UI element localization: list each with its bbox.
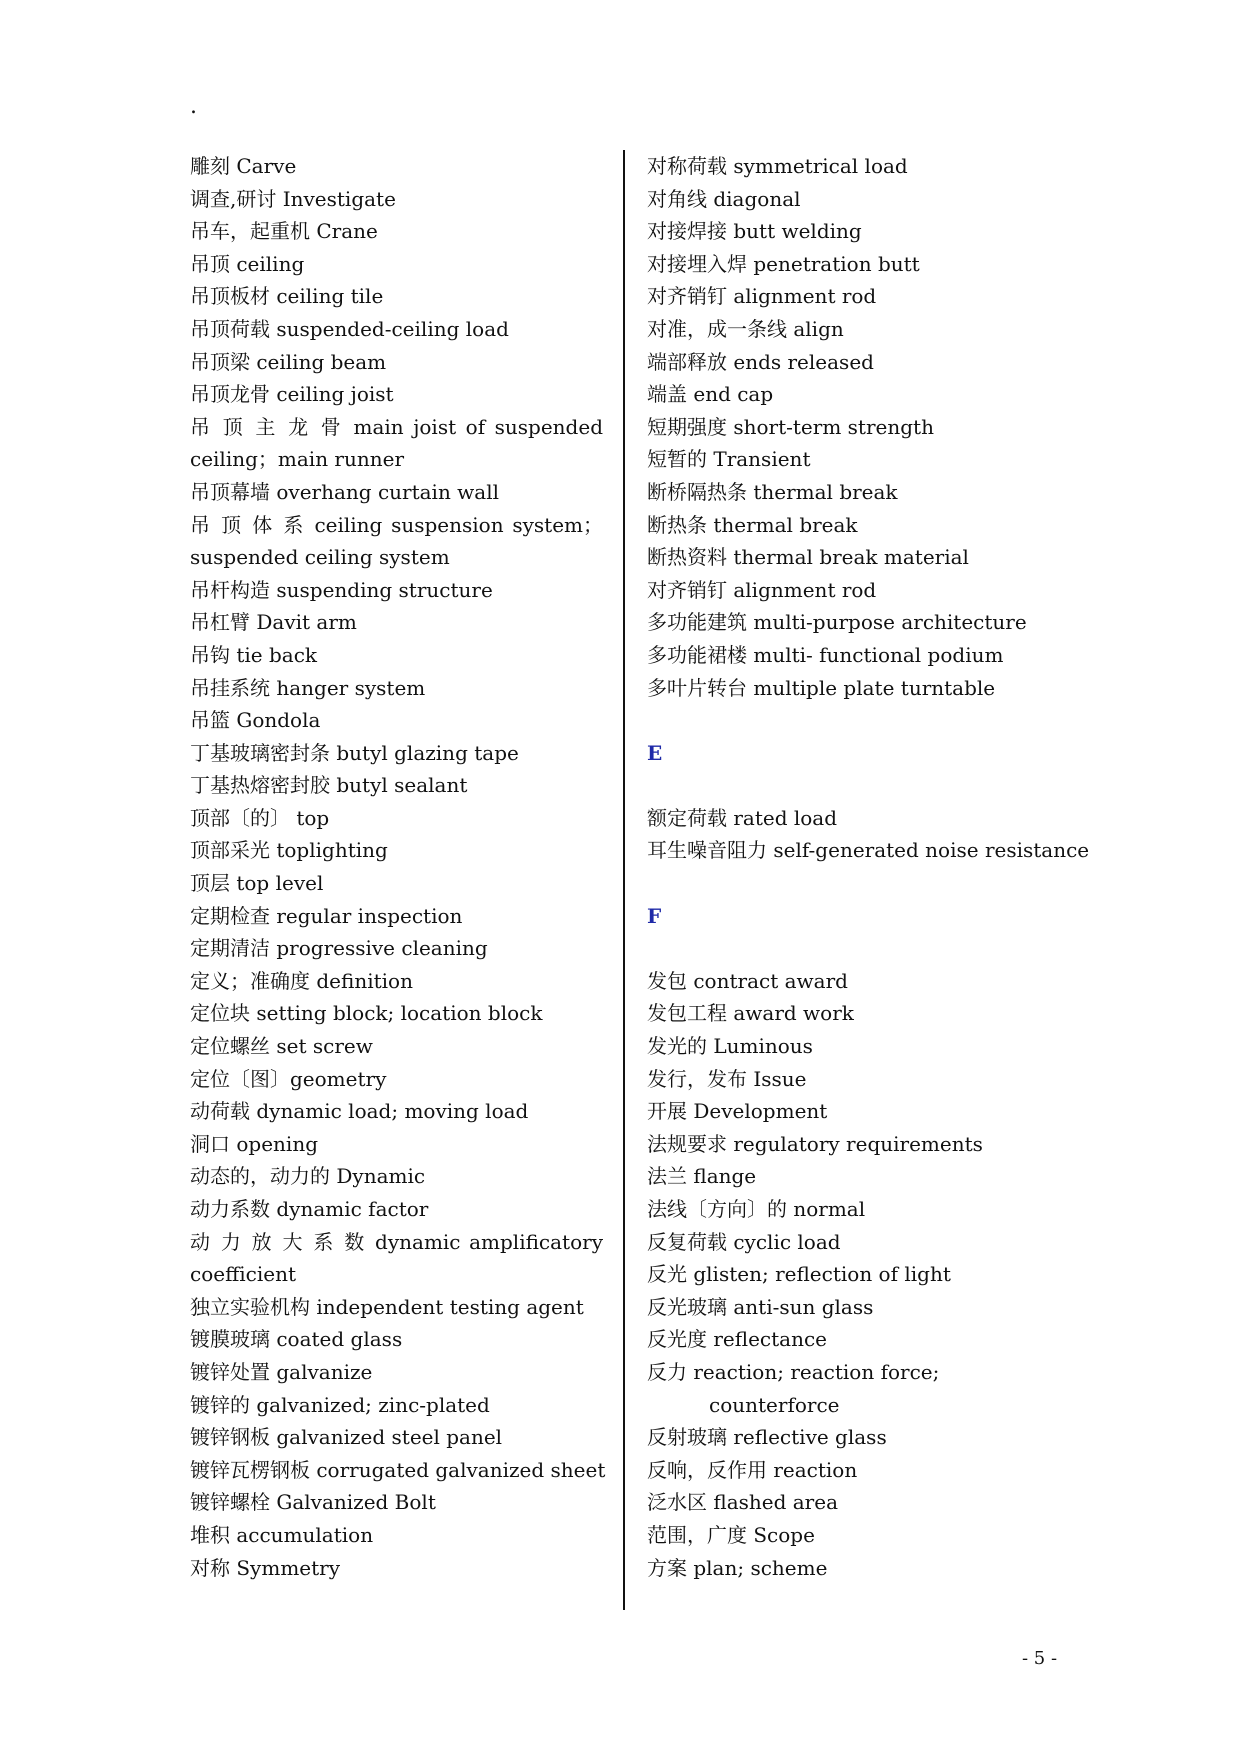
glossary-entry: 反响，反作用 reaction: [647, 1457, 858, 1482]
spacer: [647, 704, 1067, 737]
glossary-entry: 堆积 accumulation: [190, 1522, 374, 1547]
glossary-entry: 对称荷载 symmetrical load: [647, 154, 908, 178]
glossary-entry: 发行，发布 Issue: [647, 1066, 807, 1091]
glossary-entry: 断热条 thermal break: [647, 512, 858, 537]
glossary-entry: 雕刻 Carve: [190, 154, 297, 178]
glossary-entry: 反光玻璃 anti-sun glass: [647, 1294, 874, 1319]
glossary-entry: 动 力 放 大 系 数 dynamic amplificatory coefficient: [190, 1229, 603, 1287]
glossary-entry: 动态的，动力的 Dynamic: [190, 1164, 426, 1189]
glossary-entry: 范围，广度 Scope: [647, 1522, 815, 1547]
glossary-entry: 吊杠臂 Davit arm: [190, 610, 357, 635]
glossary-entry: 独立实验机构 independent testing agent: [190, 1294, 584, 1319]
glossary-entry: 定义；准确度 definition: [190, 968, 413, 993]
glossary-entry: 吊顶板材 ceiling tile: [190, 284, 384, 309]
glossary-entry: 反光度 reflectance: [647, 1327, 828, 1352]
glossary-entry: 对齐销钉 alignment rod: [647, 577, 877, 602]
glossary-entry: 吊顶龙骨 ceiling joist: [190, 382, 394, 407]
glossary-entry: 多功能建筑 multi-purpose architecture: [647, 610, 1027, 635]
glossary-entry: 短期强度 short-term strength: [647, 414, 934, 439]
glossary-entry: 洞口 opening: [190, 1131, 318, 1156]
glossary-entry: 吊顶梁 ceiling beam: [190, 349, 387, 374]
glossary-entry: 吊顶 ceiling: [190, 251, 305, 276]
page-number: - 5 -: [1022, 1648, 1058, 1669]
glossary-entry: 短暂的 Transient: [647, 447, 811, 472]
glossary-entry: 镀锌钢板 galvanized steel panel: [190, 1425, 503, 1450]
page-marker: .: [190, 94, 197, 119]
glossary-entry: 方案 plan; scheme: [647, 1555, 828, 1580]
glossary-entry: 反射玻璃 reflective glass: [647, 1425, 887, 1450]
glossary-entry: 发包工程 award work: [647, 1001, 854, 1026]
glossary-entry: 动荷载 dynamic load; moving load: [190, 1099, 529, 1124]
spacer: [647, 769, 1067, 802]
glossary-entry: 对角线 diagonal: [647, 186, 801, 211]
glossary-entry: 断热资料 thermal break material: [647, 545, 969, 570]
glossary-entry: 发包 contract award: [647, 968, 848, 993]
glossary-entry: 镀锌的 galvanized; zinc-plated: [190, 1392, 490, 1417]
glossary-entry: 多叶片转台 multiple plate turntable: [647, 675, 996, 700]
glossary-entry: 端盖 end cap: [647, 382, 774, 407]
glossary-entry: 端部释放 ends released: [647, 349, 874, 374]
glossary-entry: 镀锌处置 galvanize: [190, 1359, 373, 1384]
glossary-entry: 顶层 top level: [190, 871, 324, 896]
glossary-entry: 反力 reaction; reaction force;: [647, 1359, 940, 1384]
glossary-entry: 反复荷载 cyclic load: [647, 1229, 841, 1254]
glossary-entry: 断桥隔热条 thermal break: [647, 479, 898, 504]
glossary-entry: 吊挂系统 hanger system: [190, 675, 426, 700]
glossary-entry: 吊杆构造 suspending structure: [190, 577, 493, 602]
glossary-entry: 额定荷载 rated load: [647, 805, 838, 830]
glossary-entry: 泛水区 flashed area: [647, 1490, 839, 1515]
glossary-entry: 定期检查 regular inspection: [190, 903, 463, 928]
glossary-entry: 对齐销钉 alignment rod: [647, 284, 877, 309]
glossary-entry: 动力系数 dynamic factor: [190, 1197, 429, 1221]
glossary-entry: 发光的 Luminous: [647, 1034, 813, 1059]
glossary-entry: 法兰 flange: [647, 1164, 757, 1189]
glossary-entry: 顶部〔的〕 top: [190, 805, 330, 830]
glossary-entry: 定位块 setting block; location block: [190, 1001, 543, 1026]
glossary-entry: 调查,研讨 Investigate: [190, 186, 396, 211]
glossary-entry: 开展 Development: [647, 1099, 828, 1124]
glossary-entry: 多功能裙楼 multi- functional podium: [647, 642, 1004, 667]
glossary-entry: 定位〔图〕geometry: [190, 1066, 387, 1091]
glossary-entry: 顶部采光 toplighting: [190, 838, 388, 863]
spacer: [647, 867, 1067, 900]
glossary-entry: 镀锌瓦楞钢板 corrugated galvanized sheet: [190, 1457, 606, 1482]
glossary-entry: 法线〔方向〕的 normal: [647, 1197, 866, 1221]
glossary-entry: 对接埋入焊 penetration butt: [647, 251, 920, 276]
glossary-entry: 吊 顶 主 龙 骨 main joist of suspended ceiling；main runner: [190, 414, 603, 472]
glossary-entry: 吊车，起重机 Crane: [190, 219, 378, 244]
spacer: [647, 932, 1067, 965]
glossary-entry: 对称 Symmetry: [190, 1555, 341, 1580]
left-glossary-column: [190, 150, 606, 1584]
glossary-entry: 定期清洁 progressive cleaning: [190, 936, 488, 961]
section-heading-f: F: [647, 903, 662, 928]
glossary-entry: 对准，成一条线 align: [647, 316, 844, 341]
glossary-entry: 丁基玻璃密封条 butyl glazing tape: [190, 740, 519, 765]
glossary-entry: 吊篮 Gondola: [190, 708, 321, 733]
column-divider: [623, 150, 625, 1610]
glossary-entry: 吊 顶 体 系 ceiling suspension system；suspended ceiling system: [190, 512, 603, 570]
glossary-entry: 吊钩 tie back: [190, 642, 318, 667]
glossary-entry-continuation: counterforce: [709, 1392, 840, 1417]
glossary-entry: 吊顶幕墙 overhang curtain wall: [190, 479, 500, 504]
glossary-entry: 丁基热熔密封胶 butyl sealant: [190, 773, 468, 798]
section-heading-e: E: [647, 740, 663, 765]
glossary-entry: 反光 glisten; reflection of light: [647, 1262, 951, 1287]
glossary-entry: 吊顶荷载 suspended-ceiling load: [190, 316, 509, 341]
glossary-entry: 镀膜玻璃 coated glass: [190, 1327, 403, 1352]
glossary-entry: 定位螺丝 set screw: [190, 1034, 373, 1059]
right-glossary-column: [647, 150, 1090, 1584]
glossary-entry: 镀锌螺栓 Galvanized Bolt: [190, 1490, 436, 1515]
glossary-entry: 法规要求 regulatory requirements: [647, 1131, 983, 1156]
glossary-entry: 耳生噪音阻力 self-generated noise resistance: [647, 838, 1090, 863]
glossary-entry: 对接焊接 butt welding: [647, 219, 862, 244]
